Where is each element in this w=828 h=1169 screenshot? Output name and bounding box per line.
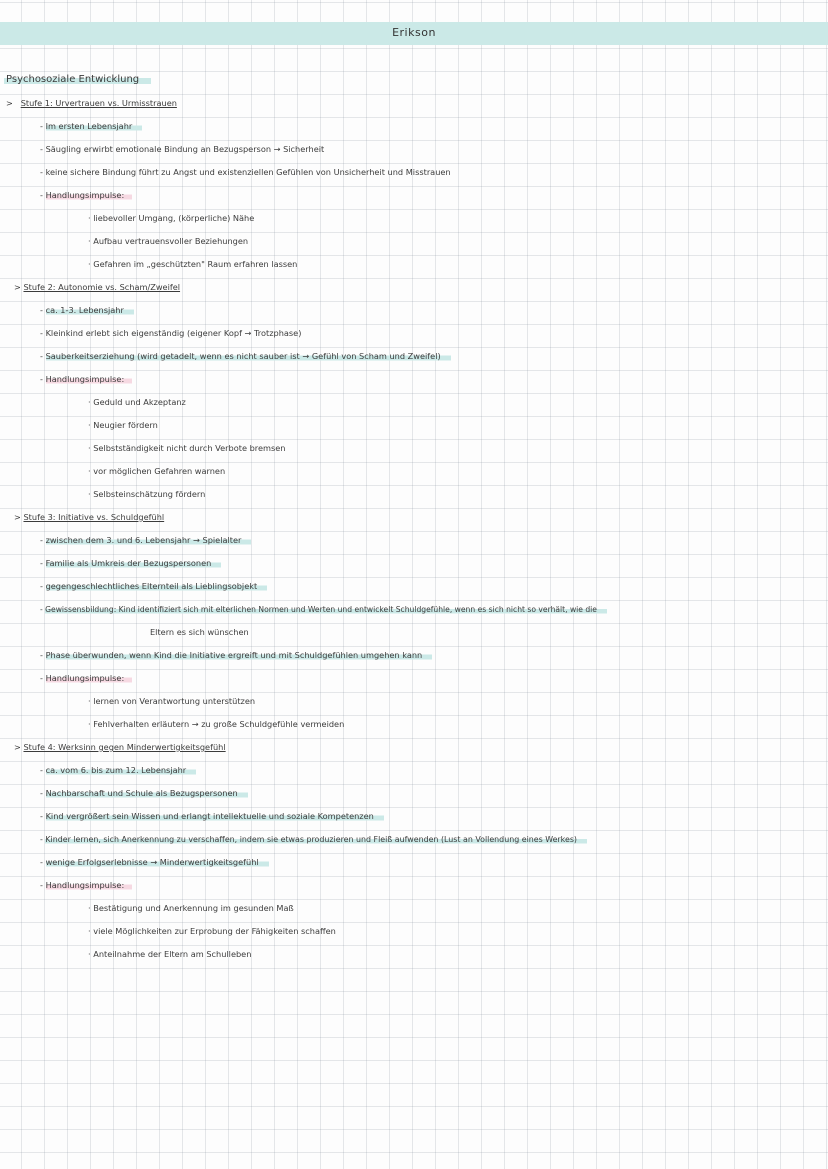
bullet-arrow-icon: > [6, 98, 13, 108]
stage3-title: Stufe 3: Initiative vs. Schuldgefühl [23, 512, 165, 522]
list-item-continuation: Eltern es sich wünschen [150, 627, 249, 637]
stage2-impulse-1: Geduld und Akzeptanz [93, 397, 186, 407]
list-item: - Sauberkeitserziehung (wird getadelt, wenn es nicht sauber ist → Gefühl von Scham und Zweifel) [40, 351, 451, 362]
stage4-impulses-label: Handlungsimpulse: [46, 880, 133, 890]
list-item: · Gefahren im „geschützten" Raum erfahren lassen [88, 259, 298, 269]
stage1-row [6, 98, 177, 109]
list-item: - Kinder lernen, sich Anerkennung zu verschaffen, indem sie etwas produzieren und Fleiß aufwenden (Lust an Vollendung eines Werkes) [40, 834, 587, 845]
stage1-impulse-1: liebevoller Umgang, (körperliche) Nähe [93, 213, 255, 223]
bullet-arrow-icon: > [14, 282, 21, 292]
stage1-impulses-label: Handlungsimpulse: [46, 190, 133, 200]
stage1-item-2: Säugling erwirbt emotionale Bindung an Bezugsperson → Sicherheit [45, 144, 325, 154]
list-item: · Fehlverhalten erläutern → zu große Schuldgefühle vermeiden [88, 719, 345, 729]
stage3-item-4: Gewissensbildung: Kind identifiziert sich mit elterlichen Normen und Werten und entwickelt Schuldgefühle, wenn es sich nicht so verhält, wie die [45, 605, 607, 614]
stage2-item-3: Sauberkeitserziehung (wird getadelt, wenn es nicht sauber ist → Gefühl von Scham und Zweifel) [46, 351, 451, 361]
list-item: · Bestätigung und Anerkennung im gesunden Maß [88, 903, 294, 913]
stage4-item-5: wenige Erfolgserlebnisse → Minderwertigkeitsgefühl [46, 857, 269, 867]
list-item: - gegengeschlechtliches Elternteil als Lieblingsobjekt [40, 581, 267, 592]
list-item: - ca. vom 6. bis zum 12. Lebensjahr [40, 765, 196, 776]
list-item: - Kleinkind erlebt sich eigenständig (eigener Kopf → Trotzphase) [40, 328, 302, 338]
list-item: · liebevoller Umgang, (körperliche) Nähe [88, 213, 255, 223]
bullet-arrow-icon: > [14, 742, 21, 752]
list-item: - Gewissensbildung: Kind identifiziert sich mit elterlichen Normen und Werten und entwickelt Schuldgefühle, wenn es sich nicht so verhält, wie die [40, 604, 607, 615]
list-item: · Geduld und Akzeptanz [88, 397, 186, 407]
list-item: · vor möglichen Gefahren warnen [88, 466, 226, 476]
list-item: - ca. 1-3. Lebensjahr [40, 305, 134, 316]
stage4-row [14, 742, 226, 753]
stage3-item-3: gegengeschlechtliches Elternteil als Lieblingsobjekt [46, 581, 268, 591]
stage4-impulse-1: Bestätigung und Anerkennung im gesunden Maß [93, 903, 294, 913]
stage2-item-1: ca. 1-3. Lebensjahr [46, 305, 134, 315]
list-item: - Nachbarschaft und Schule als Bezugspersonen [40, 788, 248, 799]
list-item: · Neugier fördern [88, 420, 158, 430]
list-item: · Selbstständigkeit nicht durch Verbote bremsen [88, 443, 286, 453]
stage3-impulse-1: lernen von Verantwortung unterstützen [93, 696, 256, 706]
stage4-item-4: Kinder lernen, sich Anerkennung zu verschaffen, indem sie etwas produzieren und Fleiß aufwenden (Lust an Vollendung eines Werkes) [45, 835, 587, 844]
stage3-item-2: Familie als Umkreis der Bezugspersonen [46, 558, 222, 568]
list-item: · viele Möglichkeiten zur Erprobung der Fähigkeiten schaffen [88, 926, 336, 936]
list-item: - Handlungsimpulse: [40, 374, 132, 385]
list-item: · Selbsteinschätzung fördern [88, 489, 206, 499]
stage2-item-2: Kleinkind erlebt sich eigenständig (eigener Kopf → Trotzphase) [45, 328, 302, 338]
stage3-item-5: Phase überwunden, wenn Kind die Initiative ergreift und mit Schuldgefühlen umgehen kann [46, 650, 433, 660]
stage2-title: Stufe 2: Autonomie vs. Scham/Zweifel [23, 282, 181, 292]
bullet-arrow-icon: > [14, 512, 21, 522]
list-item: - Im ersten Lebensjahr [40, 121, 142, 132]
stage2-impulse-2: Neugier fördern [93, 420, 158, 430]
stage2-impulse-4: vor möglichen Gefahren warnen [93, 466, 226, 476]
stage4-impulse-2: viele Möglichkeiten zur Erprobung der Fähigkeiten schaffen [93, 926, 336, 936]
stage1-impulse-2: Aufbau vertrauensvoller Beziehungen [93, 236, 249, 246]
stage1-item-3: keine sichere Bindung führt zu Angst und existenziellen Gefühlen von Unsicherheit und Misstrauen [45, 167, 451, 177]
stage4-item-1: ca. vom 6. bis zum 12. Lebensjahr [46, 765, 197, 775]
stage3-impulse-2: Fehlverhalten erläutern → zu große Schuldgefühle vermeiden [93, 719, 345, 729]
list-item: - Handlungsimpulse: [40, 673, 132, 684]
list-item: - Familie als Umkreis der Bezugspersonen [40, 558, 221, 569]
list-item: - Handlungsimpulse: [40, 190, 132, 201]
stage2-impulses-label: Handlungsimpulse: [46, 374, 133, 384]
stage2-impulse-5: Selbsteinschätzung fördern [93, 489, 206, 499]
list-item: - Säugling erwirbt emotionale Bindung an Bezugsperson → Sicherheit [40, 144, 325, 154]
stage3-impulses-label: Handlungsimpulse: [46, 673, 133, 683]
list-item: - keine sichere Bindung führt zu Angst und existenziellen Gefühlen von Unsicherheit und Misstrauen [40, 167, 451, 177]
list-item: · Anteilnahme der Eltern am Schulleben [88, 949, 252, 959]
stage4-impulse-3: Anteilnahme der Eltern am Schulleben [93, 949, 252, 959]
stage4-title: Stufe 4: Werksinn gegen Minderwertigkeitsgefühl [23, 742, 226, 752]
stage4-item-3: Kind vergrößert sein Wissen und erlangt intellektuelle und soziale Kompetenzen [46, 811, 384, 821]
list-item: - wenige Erfolgserlebnisse → Minderwertigkeitsgefühl [40, 857, 269, 868]
list-item: - Kind vergrößert sein Wissen und erlangt intellektuelle und soziale Kompetenzen [40, 811, 384, 822]
stage3-item-1: zwischen dem 3. und 6. Lebensjahr → Spielalter [46, 535, 252, 545]
list-item: · Aufbau vertrauensvoller Beziehungen [88, 236, 249, 246]
stage3-row [14, 512, 164, 523]
stage1-impulse-3: Gefahren im „geschützten" Raum erfahren lassen [93, 259, 298, 269]
page-title: Erikson [392, 26, 436, 39]
list-item: · lernen von Verantwortung unterstützen [88, 696, 256, 706]
list-item: - zwischen dem 3. und 6. Lebensjahr → Spielalter [40, 535, 251, 546]
section-heading: Psychosoziale Entwicklung [4, 74, 151, 85]
stage2-impulse-3: Selbstständigkeit nicht durch Verbote bremsen [93, 443, 286, 453]
stage4-item-2: Nachbarschaft und Schule als Bezugspersonen [46, 788, 248, 798]
stage1-title: Stufe 1: Urvertrauen vs. Urmisstrauen [20, 98, 177, 108]
list-item: - Handlungsimpulse: [40, 880, 132, 891]
stage2-row [14, 282, 180, 293]
stage1-item-1: Im ersten Lebensjahr [46, 121, 143, 131]
list-item: - Phase überwunden, wenn Kind die Initiative ergreift und mit Schuldgefühlen umgehen kann [40, 650, 432, 661]
